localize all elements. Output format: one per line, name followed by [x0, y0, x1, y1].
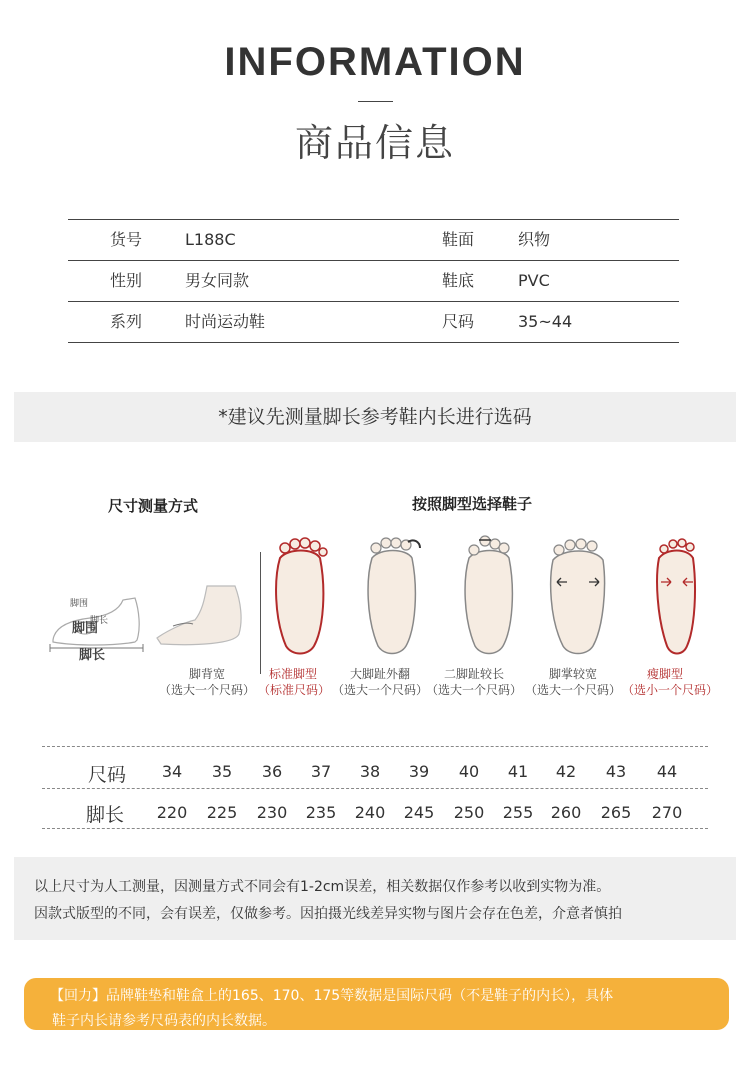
length-cell: 230	[256, 803, 288, 822]
size-cell: 38	[359, 762, 381, 781]
foot-type-hint: （选大一个尺码）	[426, 683, 523, 697]
measure-heading: 尺寸测量方式	[108, 497, 199, 515]
foot-type-label: 瘦脚型	[646, 667, 683, 681]
table-divider	[42, 828, 708, 829]
spec-key: 货号	[110, 230, 143, 249]
size-cell: 42	[555, 762, 577, 781]
title-chinese: 商品信息	[294, 121, 455, 165]
length-cell: 260	[550, 803, 582, 822]
spec-key: 鞋面	[442, 230, 475, 249]
spec-value: 35~44	[518, 312, 573, 331]
size-cell: 44	[656, 762, 678, 781]
spec-key: 鞋底	[442, 271, 475, 290]
size-cell: 43	[605, 762, 627, 781]
size-row-label: 尺码	[88, 764, 127, 786]
disclaimer-box	[14, 857, 736, 940]
foot-type-row	[262, 530, 742, 655]
size-cell: 36	[261, 762, 283, 781]
table-divider	[42, 788, 708, 789]
circumference-label-small: 脚围	[70, 599, 89, 609]
foot-type-icons	[262, 530, 742, 655]
length-cell: 250	[453, 803, 485, 822]
foot-type-hint: （选大一个尺码）	[332, 683, 429, 697]
size-cell: 40	[458, 762, 480, 781]
size-tip-line: 鞋子内长请参考尺码表的内长数据。	[52, 1013, 276, 1029]
spec-value: L188C	[185, 230, 236, 249]
length-cell: 265	[600, 803, 632, 822]
instep-hint: （选大一个尺码）	[158, 683, 255, 697]
table-divider	[42, 746, 708, 747]
foot-type-label: 标准脚型	[268, 667, 317, 681]
length-label-small: 脚长	[90, 616, 109, 626]
length-row-label: 脚长	[86, 804, 125, 826]
length-cell: 245	[403, 803, 435, 822]
spec-row	[68, 302, 679, 343]
length-cell: 240	[354, 803, 386, 822]
foot-type-hint: （选小一个尺码）	[621, 683, 718, 697]
length-cell: 270	[651, 803, 683, 822]
circumference-label: 脚围	[72, 621, 99, 636]
size-cell: 41	[507, 762, 529, 781]
spec-value: 织物	[518, 230, 551, 249]
spec-key: 性别	[110, 271, 143, 290]
section-divider	[260, 552, 261, 674]
foot-type-label: 二脚趾较长	[443, 667, 504, 681]
spec-table	[68, 219, 679, 343]
length-cell: 235	[305, 803, 337, 822]
foot-type-heading: 按照脚型选择鞋子	[412, 495, 533, 513]
spec-row	[68, 220, 679, 261]
title-divider	[358, 101, 393, 102]
foot-type-label: 脚掌较宽	[548, 667, 597, 681]
disclaimer-line: 因款式版型的不同，会有误差，仅做参考。因拍摄光线差异实物与图片会存在色差，介意者慎拍	[34, 906, 622, 922]
disclaimer-line: 以上尺寸为人工测量，因测量方式不同会有1-2cm误差，相关数据仅作参考以收到实物为准。	[34, 879, 611, 895]
foot-type-hint: （标准尺码）	[258, 683, 331, 697]
size-cell: 37	[310, 762, 332, 781]
title-english: INFORMATION	[224, 40, 526, 84]
instep-label: 脚背宽	[188, 667, 225, 681]
spec-value: 男女同款	[185, 271, 250, 290]
spec-value: PVC	[518, 271, 550, 290]
spec-key: 系列	[110, 312, 143, 331]
spec-row	[68, 261, 679, 302]
size-tip-line: 【回力】品牌鞋垫和鞋盒上的165、170、175等数据是国际尺码（不是鞋子的内长），具体	[50, 988, 614, 1004]
spec-value: 时尚运动鞋	[185, 312, 266, 331]
size-cell: 35	[211, 762, 233, 781]
length-cell: 225	[206, 803, 238, 822]
size-cell: 34	[161, 762, 183, 781]
length-cell: 255	[502, 803, 534, 822]
foot-type-label: 大脚趾外翻	[349, 667, 410, 681]
size-cell: 39	[408, 762, 430, 781]
foot-type-hint: （选大一个尺码）	[525, 683, 622, 697]
length-cell: 220	[156, 803, 188, 822]
measure-notice: *建议先测量脚长参考鞋内长进行选码	[14, 392, 736, 442]
spec-key: 尺码	[442, 312, 475, 331]
length-label: 脚长	[79, 648, 106, 663]
